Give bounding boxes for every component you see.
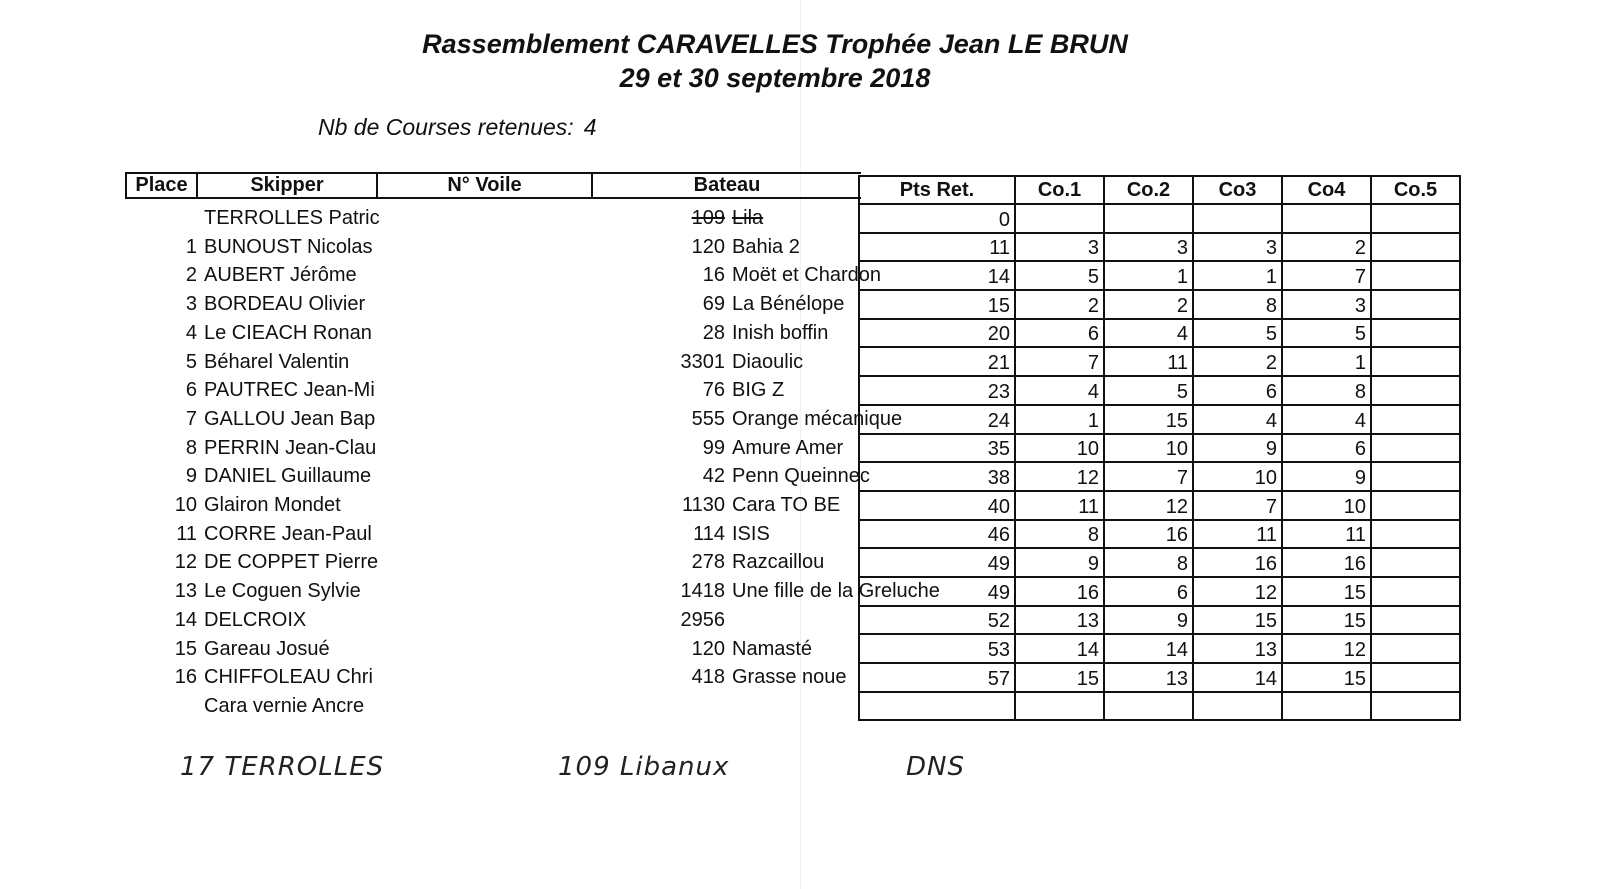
cell-co4: 4 xyxy=(1282,405,1371,434)
cell-place: 15 xyxy=(174,637,197,660)
cell-skipper: TERROLLES Patric xyxy=(204,207,380,229)
cell-co3: 13 xyxy=(1193,634,1282,663)
cell-co2 xyxy=(1104,692,1193,721)
table-row xyxy=(859,606,1460,635)
cell-co4: 8 xyxy=(1282,376,1371,405)
cell-co4: 5 xyxy=(1282,319,1371,348)
cell-pts: 46 xyxy=(859,520,1015,549)
cell-bateau: Penn Queinnec xyxy=(732,465,870,488)
cell-voile: 114 xyxy=(693,522,725,545)
cell-pts: 0 xyxy=(859,204,1015,233)
cell-co4 xyxy=(1282,204,1371,233)
cell-bateau: Bahia 2 xyxy=(732,235,800,258)
page-subtitle-date: 29 et 30 septembre 2018 xyxy=(619,63,931,93)
cell-bateau: Cara TO BE xyxy=(732,494,841,516)
cell-co2: 13 xyxy=(1104,663,1193,692)
cell-bateau: ISIS xyxy=(732,522,770,545)
cell-co4: 15 xyxy=(1282,577,1371,606)
cell-bateau: Razcaillou xyxy=(732,551,825,574)
cell-co1: 13 xyxy=(1015,606,1104,635)
cell-voile: 120 xyxy=(691,235,725,258)
cell-co1 xyxy=(1015,692,1104,721)
cell-skipper: DE COPPET Pierre xyxy=(204,551,379,574)
cell-co4: 1 xyxy=(1282,347,1371,376)
cell-bateau: La Bénélope xyxy=(732,293,845,316)
cell-place: 4 xyxy=(185,321,197,344)
cell-co3: 4 xyxy=(1193,405,1282,434)
cell-pts: 53 xyxy=(859,634,1015,663)
cell-co1: 7 xyxy=(1015,347,1104,376)
cell-skipper: CORRE Jean-Paul xyxy=(204,522,372,545)
cell-pts: 49 xyxy=(859,577,1015,606)
cell-place: 1 xyxy=(185,235,197,258)
cell-co3: 6 xyxy=(1193,376,1282,405)
handwritten-status: DNS xyxy=(906,752,965,782)
cell-co5 xyxy=(1371,548,1460,577)
cell-co3: 9 xyxy=(1193,434,1282,463)
cell-bateau: Une fille de la Greluche xyxy=(732,580,940,603)
cell-co5 xyxy=(1371,462,1460,491)
cell-co2 xyxy=(1104,204,1193,233)
cell-co2: 5 xyxy=(1104,376,1193,405)
cell-co4 xyxy=(1282,692,1371,721)
cell-co5 xyxy=(1371,491,1460,520)
cell-place: 16 xyxy=(174,666,197,689)
cell-voile: 555 xyxy=(691,407,725,430)
cell-place: 12 xyxy=(174,551,197,574)
cell-place: 10 xyxy=(174,494,197,516)
cell-co4: 9 xyxy=(1282,462,1371,491)
cell-place: 6 xyxy=(185,379,197,402)
cell-voile: 1418 xyxy=(680,580,725,603)
cell-co2: 16 xyxy=(1104,520,1193,549)
header-co1: Co.1 xyxy=(1015,176,1104,204)
cell-place: 9 xyxy=(185,465,197,488)
cell-pts: 52 xyxy=(859,606,1015,635)
cell-skipper: BORDEAU Olivier xyxy=(204,293,366,316)
cell-co1: 1 xyxy=(1015,405,1104,434)
handwritten-place-name: 17 TERROLLES xyxy=(180,752,385,782)
cell-bateau: Inish boffin xyxy=(732,321,829,344)
cell-skipper: Béharel Valentin xyxy=(204,350,350,373)
cell-skipper: PERRIN Jean-Clau xyxy=(204,436,377,459)
cell-pts: 20 xyxy=(859,319,1015,348)
cell-voile: 1130 xyxy=(681,494,725,516)
cell-place: 2 xyxy=(185,264,197,287)
header-co4: Co4 xyxy=(1282,176,1371,204)
header-pts: Pts Ret. xyxy=(859,176,1015,204)
nb-courses-value: 4 xyxy=(583,114,597,140)
header-voile: N° Voile xyxy=(376,172,593,199)
cell-bateau: Amure Amer xyxy=(732,436,844,459)
cell-bateau: Diaoulic xyxy=(732,350,804,373)
cell-co1: 5 xyxy=(1015,261,1104,290)
cell-co1: 6 xyxy=(1015,319,1104,348)
cell-co1: 3 xyxy=(1015,233,1104,262)
table-row xyxy=(859,692,1460,721)
cell-voile: 76 xyxy=(702,379,725,402)
cell-co1 xyxy=(1015,204,1104,233)
cell-co4: 7 xyxy=(1282,261,1371,290)
cell-skipper: Le Coguen Sylvie xyxy=(204,580,361,603)
cell-voile: 109 xyxy=(691,207,725,229)
cell-pts: 24 xyxy=(859,405,1015,434)
cell-skipper: Glairon Mondet xyxy=(204,494,341,516)
cell-pts: 14 xyxy=(859,261,1015,290)
cell-co2: 6 xyxy=(1104,577,1193,606)
cell-voile: 278 xyxy=(691,551,725,574)
page-title: Rassemblement CARAVELLES Trophée Jean LE BRUN xyxy=(422,29,1128,59)
cell-pts: 15 xyxy=(859,290,1015,319)
cell-co1: 15 xyxy=(1015,663,1104,692)
cell-co2: 12 xyxy=(1104,491,1193,520)
nb-courses-line xyxy=(318,114,597,141)
cell-pts: 49 xyxy=(859,548,1015,577)
cell-co3: 11 xyxy=(1193,520,1282,549)
cell-co5 xyxy=(1371,319,1460,348)
cell-co1: 11 xyxy=(1015,491,1104,520)
cell-pts: 57 xyxy=(859,663,1015,692)
cell-co4: 3 xyxy=(1282,290,1371,319)
cell-voile: 28 xyxy=(702,321,725,344)
cell-skipper: DELCROIX xyxy=(204,608,307,631)
cell-co2: 1 xyxy=(1104,261,1193,290)
cell-co2: 4 xyxy=(1104,319,1193,348)
cell-co1: 16 xyxy=(1015,577,1104,606)
cell-voile: 99 xyxy=(702,436,725,459)
cell-co5 xyxy=(1371,290,1460,319)
cell-voile: 3301 xyxy=(680,350,725,373)
cell-bateau: Namasté xyxy=(732,637,813,660)
cell-co4: 15 xyxy=(1282,606,1371,635)
cell-co1: 12 xyxy=(1015,462,1104,491)
cell-place: 3 xyxy=(185,293,197,316)
cell-pts: 40 xyxy=(859,491,1015,520)
header-co5: Co.5 xyxy=(1371,176,1460,204)
cell-pts: 11 xyxy=(859,233,1015,262)
cell-co1: 8 xyxy=(1015,520,1104,549)
cell-co5 xyxy=(1371,434,1460,463)
handwritten-voile-boat: 109 Libanux xyxy=(558,752,730,782)
cell-skipper: Gareau Josué xyxy=(204,637,330,660)
cell-co5 xyxy=(1371,204,1460,233)
cell-co4: 6 xyxy=(1282,434,1371,463)
cell-co1: 4 xyxy=(1015,376,1104,405)
cell-voile: 69 xyxy=(702,293,725,316)
cell-co1: 2 xyxy=(1015,290,1104,319)
cell-place: 11 xyxy=(176,522,197,545)
header-place: Place xyxy=(125,172,198,199)
cell-place: 5 xyxy=(185,350,197,373)
cell-skipper: PAUTREC Jean-Mi xyxy=(204,379,375,402)
cell-skipper: BUNOUST Nicolas xyxy=(204,235,373,258)
cell-co1: 10 xyxy=(1015,434,1104,463)
cell-co2: 10 xyxy=(1104,434,1193,463)
cell-co4: 16 xyxy=(1282,548,1371,577)
cell-co5 xyxy=(1371,606,1460,635)
cell-voile: 16 xyxy=(702,264,725,287)
cell-skipper: CHIFFOLEAU Chri xyxy=(204,666,373,689)
cell-skipper: Le CIEACH Ronan xyxy=(204,321,372,344)
cell-co5 xyxy=(1371,405,1460,434)
cell-co5 xyxy=(1371,692,1460,721)
cell-co1: 14 xyxy=(1015,634,1104,663)
cell-co2: 3 xyxy=(1104,233,1193,262)
cell-place: 7 xyxy=(185,407,197,430)
cell-co3: 2 xyxy=(1193,347,1282,376)
cell-skipper: Cara vernie Ancre xyxy=(204,694,365,717)
cell-bateau: Orange mécanique xyxy=(732,407,903,430)
cell-voile: 418 xyxy=(691,666,725,689)
cell-co5 xyxy=(1371,261,1460,290)
cell-co3 xyxy=(1193,204,1282,233)
cell-pts: 38 xyxy=(859,462,1015,491)
cell-co3: 14 xyxy=(1193,663,1282,692)
cell-place: 8 xyxy=(185,436,197,459)
cell-co4: 12 xyxy=(1282,634,1371,663)
cell-co3: 10 xyxy=(1193,462,1282,491)
header-skipper: Skipper xyxy=(196,172,378,199)
cell-co3 xyxy=(1193,692,1282,721)
cell-co4: 11 xyxy=(1282,520,1371,549)
header-co2: Co.2 xyxy=(1104,176,1193,204)
cell-co2: 15 xyxy=(1104,405,1193,434)
cell-co1: 9 xyxy=(1015,548,1104,577)
cell-place: 14 xyxy=(174,608,197,631)
cell-co3: 12 xyxy=(1193,577,1282,606)
cell-co2: 7 xyxy=(1104,462,1193,491)
cell-skipper: DANIEL Guillaume xyxy=(204,465,372,488)
cell-place: 13 xyxy=(174,580,197,603)
cell-co2: 11 xyxy=(1104,347,1193,376)
cell-bateau: Moët et Chardon xyxy=(732,264,881,287)
cell-voile: 2956 xyxy=(680,608,725,631)
cell-bateau: BIG Z xyxy=(732,379,785,402)
cell-co4: 10 xyxy=(1282,491,1371,520)
cell-voile: 42 xyxy=(702,465,725,488)
header-bateau: Bateau xyxy=(591,172,861,199)
cell-co2: 2 xyxy=(1104,290,1193,319)
cell-co2: 9 xyxy=(1104,606,1193,635)
cell-pts: 35 xyxy=(859,434,1015,463)
header-co3: Co3 xyxy=(1193,176,1282,204)
nb-courses-label: Nb de Courses retenues: xyxy=(318,114,574,140)
cell-co3: 3 xyxy=(1193,233,1282,262)
cell-bateau: Lila xyxy=(732,207,764,229)
cell-co3: 8 xyxy=(1193,290,1282,319)
cell-co5 xyxy=(1371,376,1460,405)
cell-co3: 7 xyxy=(1193,491,1282,520)
cell-skipper: AUBERT Jérôme xyxy=(204,264,357,287)
cell-co5 xyxy=(1371,634,1460,663)
cell-co3: 15 xyxy=(1193,606,1282,635)
cell-bateau: Grasse noue xyxy=(732,666,847,689)
cell-co5 xyxy=(1371,663,1460,692)
cell-co5 xyxy=(1371,520,1460,549)
cell-co3: 16 xyxy=(1193,548,1282,577)
cell-co5 xyxy=(1371,577,1460,606)
cell-pts: 23 xyxy=(859,376,1015,405)
cell-co3: 5 xyxy=(1193,319,1282,348)
cell-co3: 1 xyxy=(1193,261,1282,290)
cell-co2: 8 xyxy=(1104,548,1193,577)
cell-pts xyxy=(859,692,1015,721)
cell-voile: 120 xyxy=(691,637,725,660)
cell-pts: 21 xyxy=(859,347,1015,376)
cell-co4: 15 xyxy=(1282,663,1371,692)
cell-co4: 2 xyxy=(1282,233,1371,262)
cell-skipper: GALLOU Jean Bap xyxy=(204,407,376,430)
cell-co2: 14 xyxy=(1104,634,1193,663)
cell-co5 xyxy=(1371,233,1460,262)
cell-co5 xyxy=(1371,347,1460,376)
